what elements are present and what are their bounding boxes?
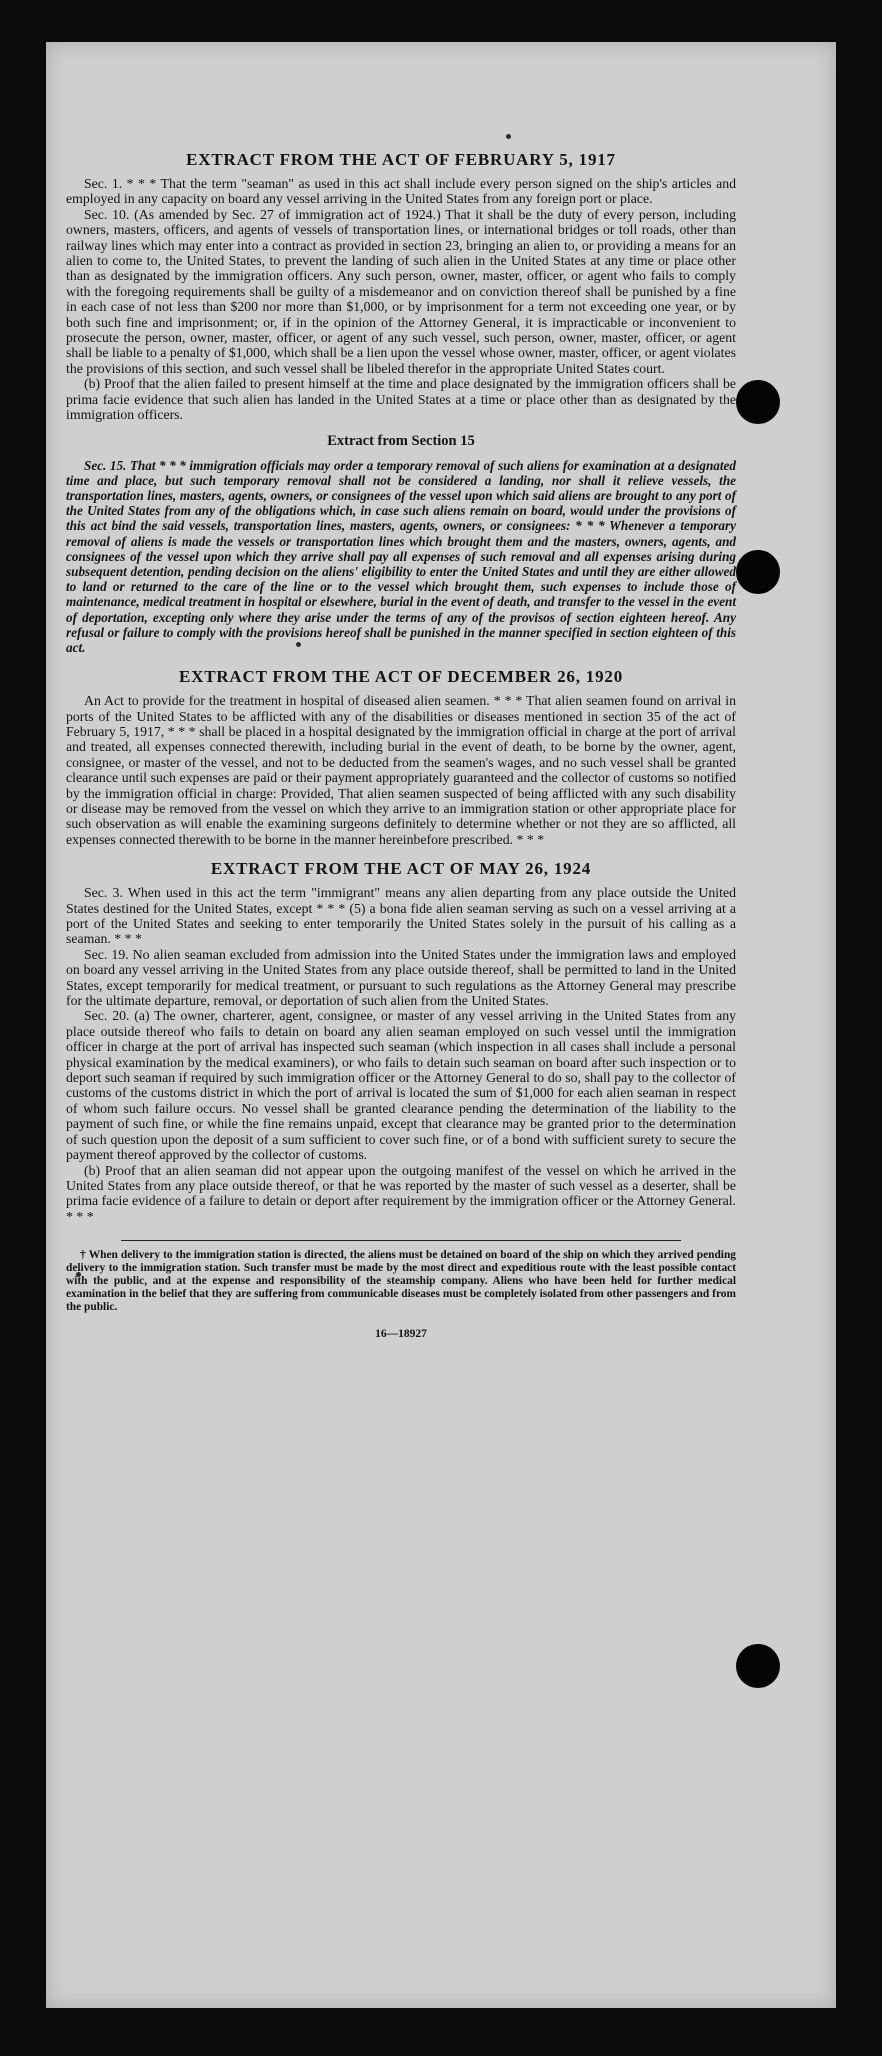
punch-hole (736, 550, 780, 594)
paragraph: An Act to provide for the treatment in hospital of diseased alien seamen. * * * That alien seamen found on arrival in ports of the United States to be afflicted with any of the disabilities or diseases mentioned in section 35 of the act of February 5, 1917, * * * shall be placed in a hospital designated by the immigration official in charge at the port of arrival and treated, all expenses connected therewith, including burial in the event of death, to be borne by the owner, agent, consignee, or master of the vessel, and not to be deducted from the seamen's wages, and no such vessel shall be granted clearance until such expenses are paid or their payment appropriately guaranteed and the collector of customs so notified by the immigration official in charge: Provided, That alien seamen suspected of being afflicted with any such disability or disease may be removed from the vessel on which they arrive to an immigration station or other appropriate place for such observation as will enable the examining surgeons definitely to determine whether or not they are so afflicted, all expenses connected therewith to be borne in the manner hereinbefore prescribed. * * * (66, 693, 736, 847)
paragraph: Sec. 3. When used in this act the term "immigrant" means any alien departing from any place outside the United States destined for the United States, except * * * (5) a bona fide alien seaman serving as such on a vessel arriving at a port of the United States and seeking to enter temporarily the United States solely in the pursuit of his calling as a seaman. * * * (66, 885, 736, 947)
paragraph: (b) Proof that the alien failed to present himself at the time and place designated by the immigration officers shall be prima facie evidence that such alien has landed in the United States at a time or place other than as designated by the immigration officers. (66, 376, 736, 423)
paragraph: Sec. 20. (a) The owner, charterer, agent, consignee, or master of any vessel arriving in the United States from any place outside thereof who fails to detain on board any alien seaman employed on such vessel until the immigration officer in charge at the port of arrival has inspected such seaman (which inspection in all cases shall include a personal physical examination by the medical examiners), or who fails to detain such seaman on board after such inspection or to deport such seaman if required by such immigration officer or the Attorney General to do so, shall pay to the collector of customs of the customs district in which the port of arrival is located the sum of $1,000 for each alien seaman in respect of whom such failure occurs. No vessel shall be granted clearance pending the determination of the liability to the payment of such fine, or while the fine remains unpaid, except that clearance may be granted prior to the determination of such question upon the deposit of a sum sufficient to cover such fine, or of a bond with sufficient surety to secure the payment thereof approved by the collector of customs. (66, 1008, 736, 1163)
footnote: † When delivery to the immigration station is directed, the aliens must be detained on board of the ship on which they arrived pending delivery to the immigration station. Such transfer must be made by the most direct and expeditious route with the least possible contact with the public, and at the expense and responsibility of the steamship company. Aliens who have been held for further medical examination in the belief that they are suffering from communicable diseases must be completely isolated from other passengers and from the public. (66, 1249, 736, 1314)
form-code: 16—18927 (375, 1328, 427, 1341)
paragraph: Sec. 10. (As amended by Sec. 27 of immigration act of 1924.) That it shall be the duty of every person, including owners, masters, officers, and agents of vessels of transportation lines, or international bridges or toll roads, other than railway lines which may enter into a contract as provided in section 23, bringing an alien to, or providing a means for an alien to come to, the United States, to prevent the landing of such alien in the United States at any time or place other than as designated by the immigration officers. Any such person, owner, master, officer, or agent who fails to comply with the foregoing requirements shall be guilty of a misdemeanor and on conviction thereof shall be punished by a fine in each case of not less than $200 nor more than $1,000, or by imprisonment for a term not exceeding one year, or by both such fine and imprisonment; or, if in the opinion of the Attorney General, it is impracticable or inconvenient to prosecute the person, owner, master, officer, or agent of any such vessel, such person, owner, master, officer, or agent shall be liable to a penalty of $1,000, which shall be a lien upon the vessel whose owner, master, officer, or agent violates the provisions of this section, and such vessel shall be libeled therefor in the appropriate United States court. (66, 206, 736, 376)
heading-section-15: Extract from Section 15 (327, 432, 475, 449)
paragraph-section-15: Sec. 15. That * * * immigration officials may order a temporary removal of such aliens for examination at a designated time and place, but such temporary removal shall not be considered a landing, nor shall it relieve vessels, the transportation lines, masters, agents, owners, or consignees of the vessel upon which said aliens are brought to any port of the United States from any of the obligations which, in case such aliens remain on board, would under the provisions of this act bind the said vessels, transportation lines, masters, agents, owners, or consignees: * * * Whenever a temporary removal of aliens is made the vessels or transportation lines which brought them and the masters, owners, agents, and consignees of the vessel upon which they arrive shall pay all expenses of such removal and all expenses arising during subsequent detention, pending decision on the aliens' eligibility to enter the United States and until they are either allowed to land or returned to the care of the line or to the vessel which brought them, such expenses to include those of maintenance, medical treatment in hospital or elsewhere, burial in the event of death, and transfer to the vessel in the event of deportation, excepting only where they arise under the terms of any of the provisos of section eighteen hereof. Any refusal or failure to comply with the provisions hereof shall be punished in the manner specified in section eighteen of this act. (66, 457, 736, 655)
dot-mark (506, 134, 511, 139)
punch-hole (736, 1644, 780, 1688)
heading-act-1920: EXTRACT FROM THE ACT OF DECEMBER 26, 1920 (179, 667, 623, 687)
paragraph: Sec. 19. No alien seaman excluded from admission into the United States under the immigration laws and employed on board any vessel arriving in the United States from any place outside thereof, shall be permitted to land in the United States, except temporarily for medical treatment, or pursuant to such regulations as the Attorney General may prescribe for the ultimate departure, removal, or deportation of such alien from the United States. (66, 946, 736, 1009)
document-text (66, 150, 736, 1340)
heading-act-1924: EXTRACT FROM THE ACT OF MAY 26, 1924 (210, 859, 592, 879)
paragraph: (b) Proof that an alien seaman did not appear upon the outgoing manifest of the vessel on which he arrived in the United States from any place outside thereof, or that he was reported by the master of such vessel as a deserter, shall be prima facie evidence of a failure to detain or deport after requirement by the immigration officer or the Attorney General. * * * (66, 1162, 736, 1224)
punch-hole (736, 380, 780, 424)
paragraph: Sec. 1. * * * That the term "seaman" as used in this act shall include every person signed on the ship's articles and employed in any capacity on board any vessel arriving in the United States from any foreign port or place. (66, 176, 736, 207)
divider (121, 1240, 681, 1241)
heading-act-1917: EXTRACT FROM THE ACT OF FEBRUARY 5, 1917 (186, 150, 616, 169)
